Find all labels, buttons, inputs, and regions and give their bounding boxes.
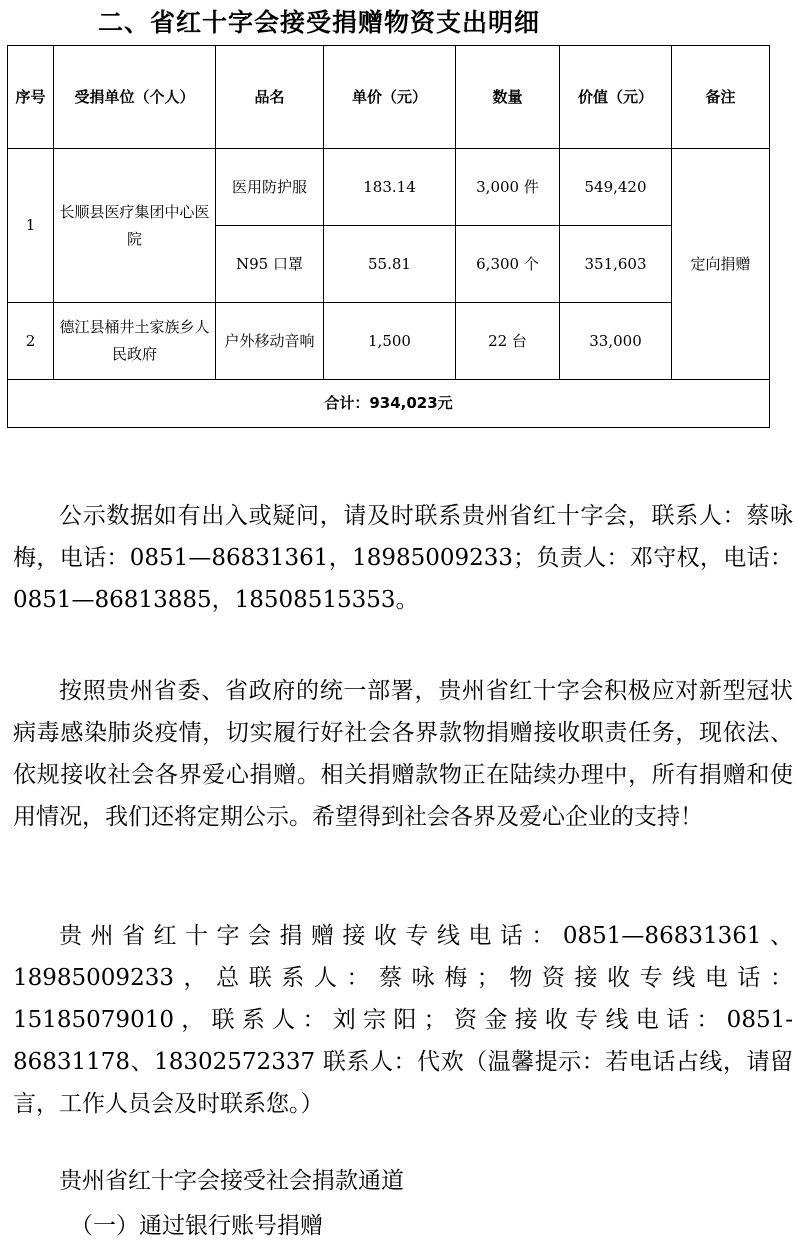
- cell-unit-price: 55.81: [324, 226, 456, 303]
- cell-seq: 1: [8, 149, 54, 303]
- cell-item: 医用防护服: [216, 149, 324, 226]
- hotlines-paragraph: 贵州省红十字会捐赠接收专线电话：0851—86831361、18985009233，总联系人：蔡咏梅；物资接收专线电话：15185079010，联系人：刘宗阳；资金接收专线电话：0851-86831178、18302572337 联系人：代欢（温馨提示：若电话占线，请留言，工作人员会及时联系您。）: [13, 923, 793, 1117]
- donation-expenditure-table: [7, 45, 770, 428]
- header-item: 品名: [216, 46, 324, 149]
- cell-quantity: 3,000 件: [456, 149, 560, 226]
- cell-quantity: 6,300 个: [456, 226, 560, 303]
- header-unit-price: 单价（元）: [324, 46, 456, 149]
- cell-recipient: 长顺县医疗集团中心医院: [54, 149, 216, 303]
- cell-item: 户外移动音响: [216, 303, 324, 380]
- table-total-row: [8, 380, 770, 428]
- contact-notice-paragraph: 公示数据如有出入或疑问，请及时联系贵州省红十字会，联系人：蔡咏梅，电话：0851—86831361，18985009233；负责人：邓守权，电话：0851—86813885，18508515353。: [13, 503, 793, 613]
- cell-value: 33,000: [560, 303, 672, 380]
- cell-value: 549,420: [560, 149, 672, 226]
- cell-value: 351,603: [560, 226, 672, 303]
- cell-recipient: 德江县桶井土家族乡人民政府: [54, 303, 216, 380]
- header-quantity: 数量: [456, 46, 560, 149]
- cell-unit-price: 183.14: [324, 149, 456, 226]
- table-row: [8, 303, 770, 380]
- cell-quantity: 22 台: [456, 303, 560, 380]
- channel-one-heading: （一）通过银行账号捐赠: [70, 1213, 323, 1239]
- total-amount: 合计：934,023元: [8, 380, 770, 428]
- section-title: 二、省红十字会接受捐赠物资支出明细: [98, 8, 541, 37]
- table-row: [8, 149, 770, 226]
- table-header-row: [8, 46, 770, 149]
- cell-unit-price: 1,500: [324, 303, 456, 380]
- statement-paragraph: 按照贵州省委、省政府的统一部署，贵州省红十字会积极应对新型冠状病毒感染肺炎疫情，切实履行好社会各界款物捐赠接收职责任务，现依法、依规接收社会各界爱心捐赠。相关捐赠款物正在陆续办理中，所有捐赠和使用情况，我们还将定期公示。希望得到社会各界及爱心企业的支持！: [13, 678, 793, 830]
- cell-seq: 2: [8, 303, 54, 380]
- header-value: 价值（元）: [560, 46, 672, 149]
- header-remark: 备注: [672, 46, 770, 149]
- channel-heading: 贵州省红十字会接受社会捐款通道: [59, 1168, 404, 1194]
- header-seq: 序号: [8, 46, 54, 149]
- header-recipient: 受捐单位（个人）: [54, 46, 216, 149]
- cell-remark: 定向捐赠: [672, 149, 770, 380]
- cell-item: N95 口罩: [216, 226, 324, 303]
